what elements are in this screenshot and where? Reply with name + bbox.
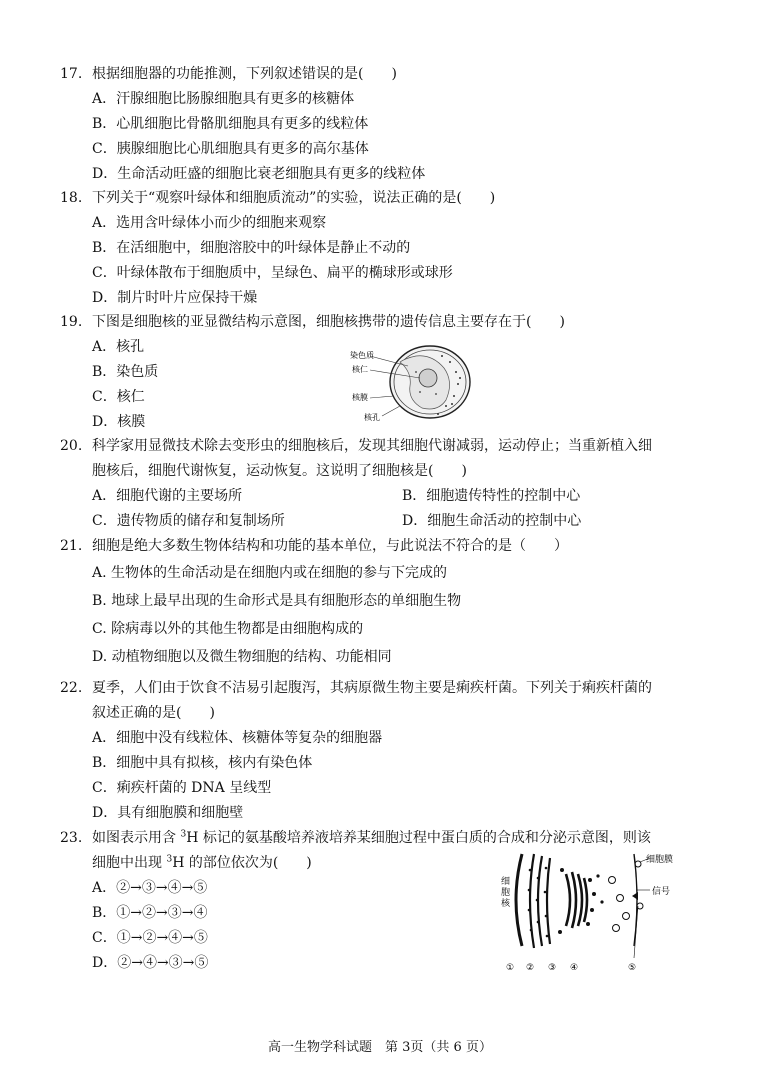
option-row-2 <box>60 509 720 534</box>
option-a: A．②→③→④→⑤ <box>92 880 208 896</box>
option-a: A．细胞中没有线粒体、核糖体等复杂的细胞器 <box>92 730 383 746</box>
option-d: D. 动植物细胞以及微生物细胞的结构、功能相同 <box>92 649 392 665</box>
option-b: B．①→②→③→④ <box>92 905 208 921</box>
question-stem: 下图是细胞核的亚显微结构示意图，细胞核携带的遗传信息主要存在于( ) <box>92 314 565 330</box>
protein-secretion-diagram <box>500 850 690 978</box>
figure-marker-5: ⑤ <box>628 963 637 973</box>
option-c: C．胰腺细胞比心肌细胞具有更多的高尔基体 <box>92 141 369 157</box>
option-b: B．染色质 <box>92 364 159 380</box>
nucleus-diagram <box>350 342 475 427</box>
question-number: 23. <box>60 830 83 846</box>
figure-marker-3: ③ <box>548 963 557 973</box>
option-d: D．②→④→③→⑤ <box>92 955 209 971</box>
question-number: 20. <box>60 438 83 454</box>
option-d: D．生命活动旺盛的细胞比衰老细胞具有更多的线粒体 <box>92 166 426 182</box>
option-c: C. 除病毒以外的其他生物都是由细胞构成的 <box>92 621 364 637</box>
question-stem-line-2: 胞核后，细胞代谢恢复，运动恢复。这说明了细胞核是( ) <box>92 463 467 479</box>
figure-marker-2: ② <box>526 963 535 973</box>
option-c: C．叶绿体散布于细胞质中，呈绿色、扁平的椭球形或球形 <box>92 265 453 281</box>
option-d: D．制片时叶片应保持干燥 <box>92 290 258 306</box>
option-b: B．在活细胞中，细胞溶胶中的叶绿体是静止不动的 <box>92 240 411 256</box>
question-stem: 根据细胞器的功能推测，下列叙述错误的是( ) <box>92 66 397 82</box>
page-footer: 高一生物学科试题 第 3页（共 6 页） <box>268 1040 492 1055</box>
question-number: 18. <box>60 190 83 206</box>
option-a: A．核孔 <box>92 339 145 355</box>
question-stem: 细胞是绝大多数生物体结构和功能的基本单位，与此说法不符合的是（ ） <box>92 538 568 554</box>
question-22 <box>60 676 720 826</box>
question-20 <box>60 434 720 534</box>
option-b: B．细胞中具有拟核，核内有染色体 <box>92 755 313 771</box>
option-row-1 <box>60 484 720 509</box>
option-b: B．细胞遗传特性的控制中心 <box>402 488 581 504</box>
option-b: B. 地球上最早出现的生命形式是具有细胞形态的单细胞生物 <box>92 593 462 609</box>
figure-label-signal: 信号 <box>652 887 671 897</box>
figure-label-nucleus: 细胞核 <box>501 877 511 909</box>
question-stem-line-2: 叙述正确的是( ) <box>92 705 215 721</box>
figure-label-cell-membrane: 细胞膜 <box>646 855 674 865</box>
option-a: A．汗腺细胞比肠腺细胞具有更多的核糖体 <box>92 91 355 107</box>
question-number: 21. <box>60 538 83 554</box>
option-d: D．核膜 <box>92 414 146 430</box>
option-a: A．选用含叶绿体小而少的细胞来观察 <box>92 215 327 231</box>
question-number: 19. <box>60 314 83 330</box>
question-stem-line-2: 细胞中出现 $^3$H 的部位依次为( ) <box>92 854 312 871</box>
option-d: D．具有细胞膜和细胞壁 <box>92 805 244 821</box>
option-d: D．细胞生命活动的控制中心 <box>402 513 582 529</box>
figure-label-nuclear-pore: 核孔 <box>364 413 380 422</box>
figure-label-chromatin: 染色质 <box>350 351 374 360</box>
question-stem: 下列关于“观察叶绿体和细胞质流动”的实验，说法正确的是( ) <box>92 190 496 206</box>
question-18 <box>60 186 720 311</box>
question-17 <box>60 62 720 187</box>
option-c: C．痢疾杆菌的 DNA 呈线型 <box>92 780 272 796</box>
figure-marker-4: ④ <box>570 963 579 973</box>
option-b: B．心肌细胞比骨骼肌细胞具有更多的线粒体 <box>92 116 369 132</box>
question-stem-line-1: 科学家用显微技术除去变形虫的细胞核后，发现其细胞代谢减弱，运动停止；当重新植入细 <box>92 438 652 454</box>
figure-marker-1: ① <box>506 963 515 973</box>
figure-label-nucleolus: 核仁 <box>352 365 368 374</box>
question-number: 22. <box>60 680 83 696</box>
question-21 <box>60 534 720 671</box>
option-c: C．遗传物质的储存和复制场所 <box>92 513 285 529</box>
option-a: A. 生物体的生命活动是在细胞内或在细胞的参与下完成的 <box>92 565 448 581</box>
option-a: A．细胞代谢的主要场所 <box>92 488 243 504</box>
option-c: C．①→②→④→⑤ <box>92 930 208 946</box>
question-stem-line-1: 如图表示用含 $^3$H 标记的氨基酸培养液培养某细胞过程中蛋白质的合成和分泌示意图，则该 <box>92 829 651 846</box>
figure-label-nuclear-membrane: 核膜 <box>352 393 368 402</box>
question-number: 17. <box>60 66 83 82</box>
question-stem-line-1: 夏季，人们由于饮食不洁易引起腹泻，其病原微生物主要是痢疾杆菌。下列关于痢疾杆菌的 <box>92 680 652 696</box>
option-c: C．核仁 <box>92 389 145 405</box>
